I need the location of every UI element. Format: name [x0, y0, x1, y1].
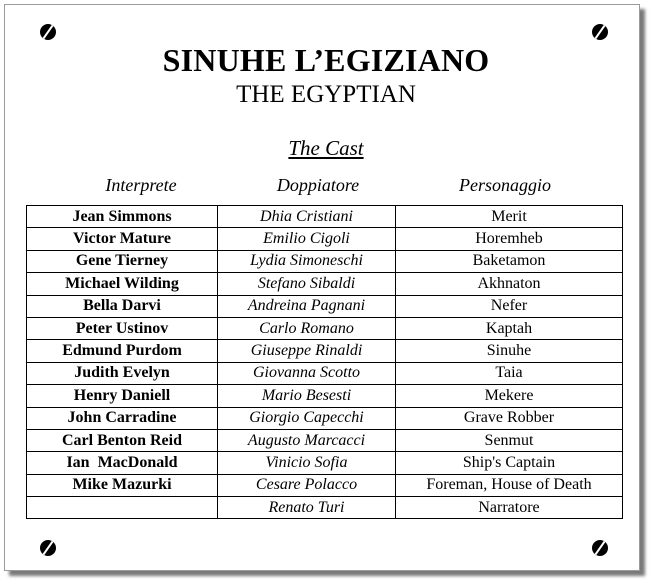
actor-cell: Bella Darvi	[27, 295, 218, 317]
dubber-cell: Giuseppe Rinaldi	[218, 340, 396, 362]
actor-cell: John Carradine	[27, 407, 218, 429]
character-cell: Akhnaton	[396, 273, 623, 295]
screw-icon	[592, 24, 608, 40]
character-cell: Nefer	[396, 295, 623, 317]
dubber-cell: Mario Besesti	[218, 385, 396, 407]
dubber-cell: Emilio Cigoli	[218, 228, 396, 250]
actor-cell: Carl Benton Reid	[27, 429, 218, 451]
actor-cell: Henry Daniell	[27, 385, 218, 407]
dubber-cell: Giovanna Scotto	[218, 362, 396, 384]
actor-cell	[27, 497, 218, 519]
character-cell: Merit	[396, 206, 623, 228]
actor-cell: Michael Wilding	[27, 273, 218, 295]
table-row	[27, 340, 623, 362]
table-row	[27, 206, 623, 228]
character-cell: Ship's Captain	[396, 452, 623, 474]
column-header-doppiatore: Doppiatore	[276, 175, 360, 195]
column-header-interprete: Interprete	[105, 175, 177, 195]
cast-heading: The Cast	[288, 136, 364, 160]
page-subtitle: THE EGYPTIAN	[236, 81, 416, 108]
table-row	[27, 295, 623, 317]
character-cell: Narratore	[396, 497, 623, 519]
table-row	[27, 452, 623, 474]
dubber-cell: Renato Turi	[218, 497, 396, 519]
table-row	[27, 250, 623, 272]
table-row	[27, 362, 623, 384]
dubber-cell: Dhia Cristiani	[218, 206, 396, 228]
actor-cell: Victor Mature	[27, 228, 218, 250]
character-cell: Senmut	[396, 429, 623, 451]
screw-icon	[40, 540, 56, 556]
actor-cell: Mike Mazurki	[27, 474, 218, 496]
character-cell: Grave Robber	[396, 407, 623, 429]
table-row	[27, 317, 623, 339]
actor-cell: Jean Simmons	[27, 206, 218, 228]
table-row	[27, 497, 623, 519]
table-row	[27, 474, 623, 496]
cast-table	[26, 205, 623, 519]
table-row	[27, 407, 623, 429]
screw-icon	[40, 24, 56, 40]
table-row	[27, 273, 623, 295]
table-row	[27, 385, 623, 407]
actor-cell: Judith Evelyn	[27, 362, 218, 384]
screw-icon	[592, 540, 608, 556]
character-cell: Baketamon	[396, 250, 623, 272]
dubber-cell: Augusto Marcacci	[218, 429, 396, 451]
character-cell: Taia	[396, 362, 623, 384]
table-row	[27, 228, 623, 250]
table-row	[27, 429, 623, 451]
cast-plaque	[4, 4, 640, 571]
actor-cell: Ian MacDonald	[27, 452, 218, 474]
dubber-cell: Carlo Romano	[218, 317, 396, 339]
actor-cell: Edmund Purdom	[27, 340, 218, 362]
dubber-cell: Giorgio Capecchi	[218, 407, 396, 429]
character-cell: Sinuhe	[396, 340, 623, 362]
character-cell: Foreman, House of Death	[396, 474, 623, 496]
character-cell: Mekere	[396, 385, 623, 407]
dubber-cell: Cesare Polacco	[218, 474, 396, 496]
dubber-cell: Vinicio Sofia	[218, 452, 396, 474]
column-header-personaggio: Personaggio	[459, 175, 551, 195]
actor-cell: Gene Tierney	[27, 250, 218, 272]
character-cell: Kaptah	[396, 317, 623, 339]
page-title: SINUHE L’EGIZIANO	[162, 42, 490, 78]
dubber-cell: Lydia Simoneschi	[218, 250, 396, 272]
dubber-cell: Andreina Pagnani	[218, 295, 396, 317]
actor-cell: Peter Ustinov	[27, 317, 218, 339]
character-cell: Horemheb	[396, 228, 623, 250]
dubber-cell: Stefano Sibaldi	[218, 273, 396, 295]
